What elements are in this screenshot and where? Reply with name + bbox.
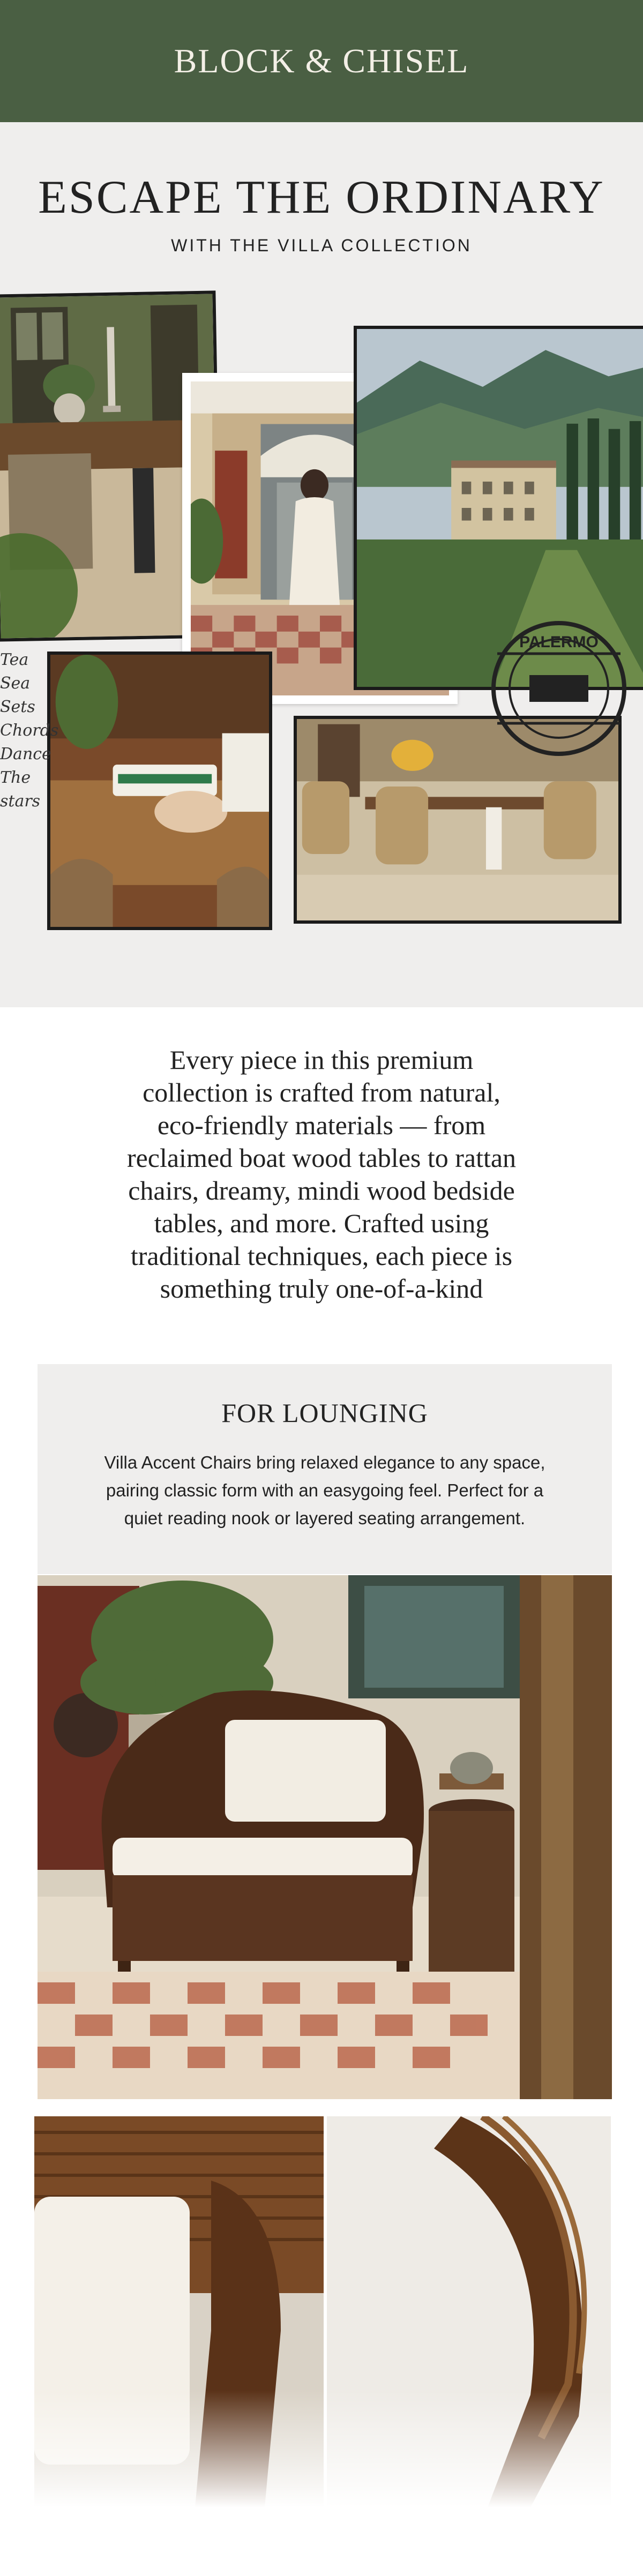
- note-line: Sea Sets: [0, 674, 35, 716]
- hero-subtitle: WITH THE VILLA COLLECTION: [171, 236, 472, 255]
- description-line: something truly one-of-a-kind: [160, 1274, 483, 1304]
- description-line: traditional techniques, each piece is: [130, 1241, 513, 1271]
- handwritten-note: [0, 648, 64, 811]
- armrest-detail-photo[interactable]: [327, 2116, 611, 2507]
- lounging-body: [70, 1449, 580, 1532]
- description-line: tables, and more. Crafted using: [154, 1208, 489, 1238]
- description-line: Every piece in this premium: [169, 1045, 474, 1075]
- description-line: collection is crafted from natural,: [143, 1077, 500, 1107]
- accent-chair-photo[interactable]: [38, 1575, 612, 2099]
- postmark-stamp: [487, 616, 631, 761]
- note-line: Tea: [0, 650, 29, 669]
- lounging-line: Villa Accent Chairs bring relaxed elegance to any space,: [104, 1452, 545, 1472]
- note-line: Dance: [0, 745, 51, 763]
- lounging-title: FOR LOUNGING: [221, 1398, 428, 1428]
- note-line: The stars: [0, 768, 41, 811]
- collection-description: [64, 1044, 579, 1305]
- brand-header: [0, 0, 643, 122]
- hero-section: [0, 122, 643, 1007]
- lounging-line: quiet reading nook or layered seating arrangement.: [124, 1508, 526, 1528]
- description-line: reclaimed boat wood tables to rattan: [126, 1143, 517, 1173]
- lounging-section: [38, 1364, 612, 1574]
- brand-logo[interactable]: BLOCK & CHISEL: [174, 42, 469, 80]
- rattan-detail-photo[interactable]: [34, 2116, 324, 2507]
- description-line: eco-friendly materials — from: [157, 1110, 486, 1140]
- hero-title: ESCAPE THE ORDINARY: [38, 171, 605, 223]
- lounging-line: pairing classic form with an easygoing feel. Perfect for a: [106, 1480, 544, 1500]
- description-line: chairs, dreamy, mindi wood bedside: [128, 1175, 515, 1205]
- stamp-text: PALERMO: [519, 633, 599, 651]
- table-setting-photo: [47, 652, 272, 930]
- note-line: Chords: [0, 721, 59, 740]
